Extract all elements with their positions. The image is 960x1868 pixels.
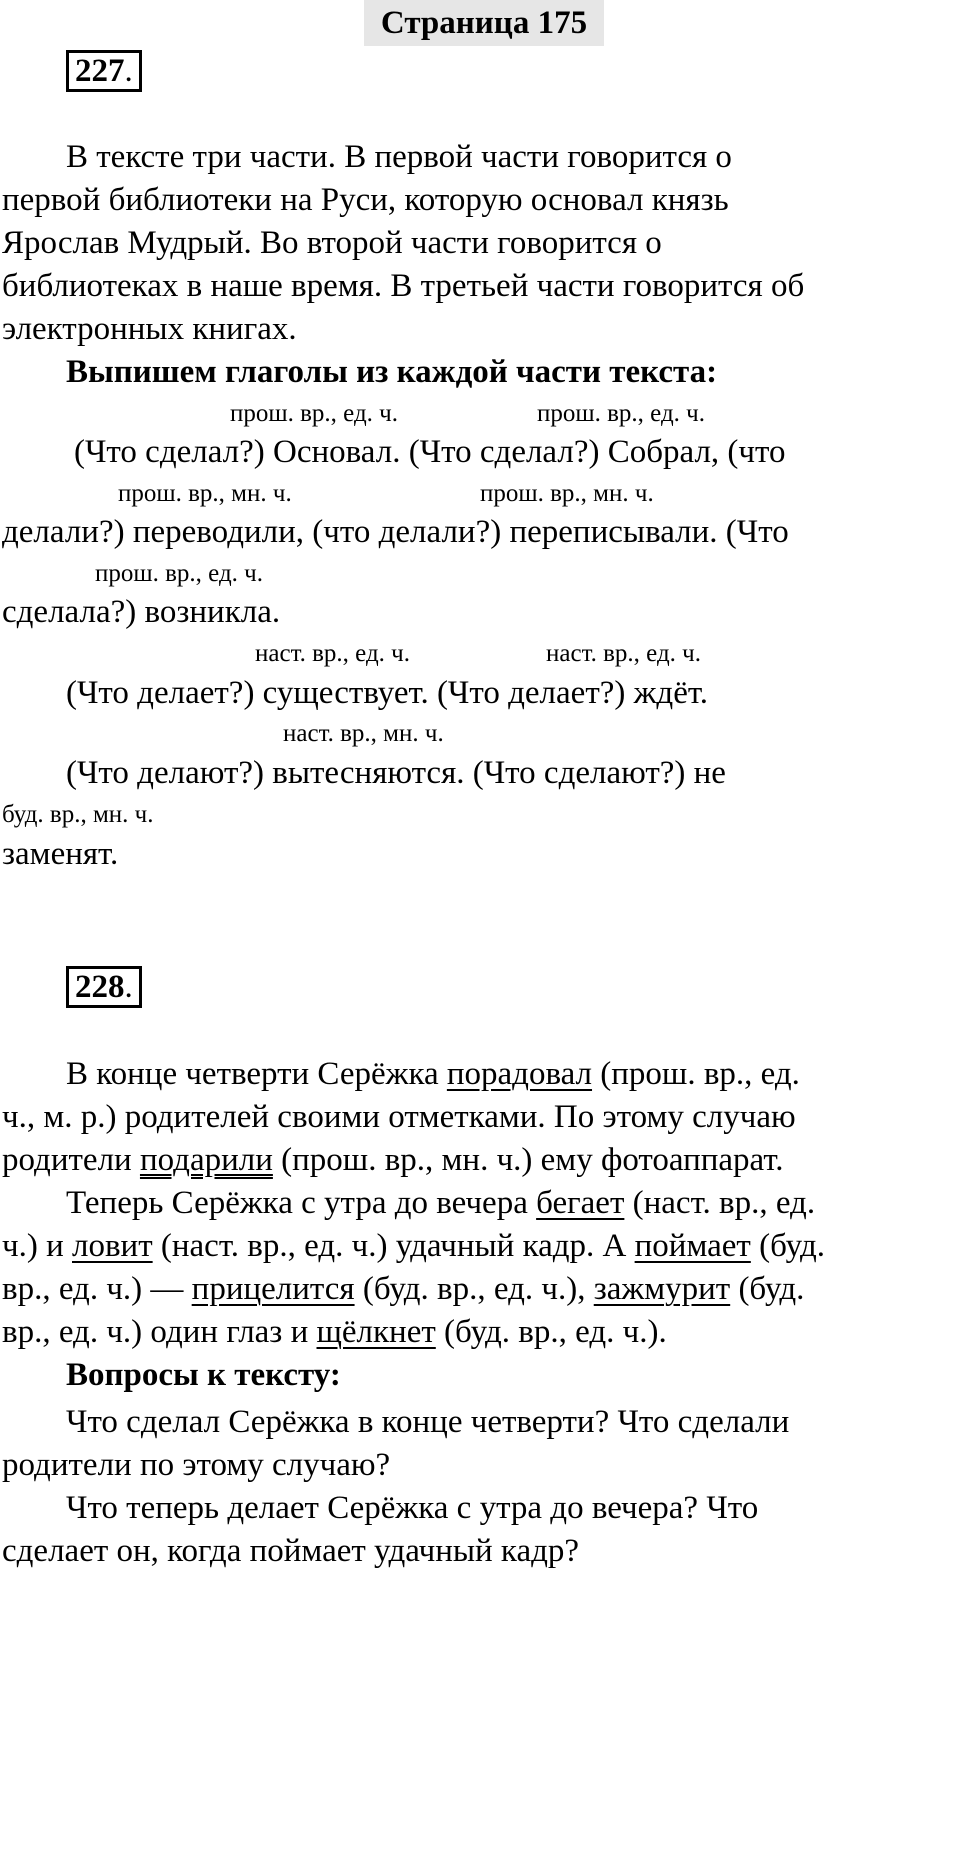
- question-line: Что теперь делает Серёжка с утра до вечера? Что: [66, 1490, 759, 1526]
- underlined-verb: порадовал: [446, 1056, 593, 1092]
- question-line: Что сделал Серёжка в конце четверти? Что сделали: [66, 1404, 790, 1440]
- text-line: [66, 1183, 815, 1223]
- underlined-verb: щёлкнет: [316, 1314, 436, 1350]
- text-fragment: (прош. вр., мн. ч.) ему фотоаппарат.: [272, 1142, 784, 1178]
- verb-line: делали?) переводили, (что делали?) переписывали. (Что: [2, 514, 789, 550]
- verb-line: (Что сделал?) Основал. (Что сделал?) Собрал, (что: [74, 434, 786, 470]
- exercise-number-228: [66, 966, 142, 1008]
- text-fragment: родители: [2, 1142, 140, 1178]
- text-line: [2, 1312, 667, 1352]
- underlined-verb: ловит: [72, 1228, 153, 1264]
- text-fragment: вр., ед. ч.) один глаз и: [2, 1314, 317, 1350]
- underlined-verb: поймает: [634, 1228, 751, 1264]
- exercise-number-dot: .: [124, 969, 133, 1005]
- exercise-number-text: 228: [75, 969, 125, 1005]
- text-fragment: Теперь Серёжка с утра до вечера: [66, 1185, 537, 1221]
- grammar-note: прош. вр., ед. ч.: [537, 400, 705, 427]
- underlined-verb: зажмурит: [593, 1271, 731, 1307]
- exercise-number-227: [66, 50, 142, 92]
- text-line: [66, 1054, 800, 1094]
- text-line: библиотеках в наше время. В третьей части говорится об: [2, 268, 805, 304]
- section-heading: Выпишем глаголы из каждой части текста:: [66, 354, 718, 390]
- grammar-note: наст. вр., мн. ч.: [283, 720, 444, 747]
- page-title: Страница 175: [364, 0, 604, 46]
- text-line: В тексте три части. В первой части говорится о: [66, 139, 732, 175]
- text-line: [2, 1226, 825, 1266]
- verb-line: (Что делают?) вытесняются. (Что сделают?) не: [66, 755, 726, 791]
- text-line: [2, 1269, 804, 1309]
- text-line: ч., м. р.) родителей своими отметками. По этому случаю: [2, 1099, 796, 1135]
- verb-line: сделала?) возникла.: [2, 594, 281, 630]
- text-fragment: (буд. вр., ед. ч.),: [354, 1271, 594, 1307]
- text-line: Ярослав Мудрый. Во второй части говорится о: [2, 225, 662, 261]
- question-line: сделает он, когда поймает удачный кадр?: [2, 1533, 580, 1569]
- grammar-note: прош. вр., ед. ч.: [230, 400, 398, 427]
- verb-line: (Что делает?) существует. (Что делает?) ждёт.: [66, 675, 709, 711]
- text-line: первой библиотеки на Руси, которую основал князь: [2, 182, 729, 218]
- text-line: электронных книгах.: [2, 311, 297, 347]
- text-fragment: (наст. вр., ед. ч.) удачный кадр. А: [152, 1228, 635, 1264]
- text-fragment: ч.) и: [2, 1228, 72, 1264]
- verb-line: заменят.: [2, 836, 119, 872]
- text-fragment: (буд.: [750, 1228, 826, 1264]
- underlined-verb: бегает: [536, 1185, 625, 1221]
- text-fragment: (буд.: [730, 1271, 805, 1307]
- grammar-note: наст. вр., ед. ч.: [255, 640, 410, 667]
- grammar-note: прош. вр., ед. ч.: [95, 560, 263, 587]
- section-heading: Вопросы к тексту:: [66, 1357, 341, 1393]
- exercise-number-dot: .: [124, 53, 133, 89]
- text-line: [2, 1140, 784, 1180]
- grammar-note: буд. вр., мн. ч.: [2, 801, 154, 828]
- text-fragment: В конце четверти Серёжка: [66, 1056, 447, 1092]
- question-line: родители по этому случаю?: [2, 1447, 391, 1483]
- grammar-note: прош. вр., мн. ч.: [480, 480, 654, 507]
- text-fragment: (буд. вр., ед. ч.).: [435, 1314, 667, 1350]
- exercise-number-text: 227: [75, 53, 125, 89]
- underlined-verb: прицелится: [191, 1271, 355, 1307]
- grammar-note: наст. вр., ед. ч.: [546, 640, 701, 667]
- underlined-verb: подарили: [139, 1142, 273, 1178]
- text-fragment: (наст. вр., ед.: [624, 1185, 816, 1221]
- text-fragment: вр., ед. ч.) —: [2, 1271, 192, 1307]
- text-fragment: (прош. вр., ед.: [592, 1056, 800, 1092]
- grammar-note: прош. вр., мн. ч.: [118, 480, 292, 507]
